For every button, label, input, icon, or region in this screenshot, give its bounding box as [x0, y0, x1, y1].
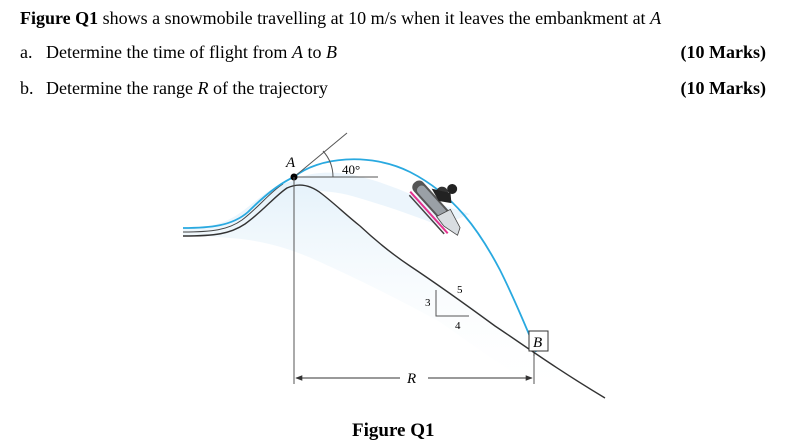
range-label: R: [407, 371, 417, 387]
question-point: B: [325, 42, 337, 62]
question-point: R: [197, 78, 209, 98]
heading-figure-ref: Figure Q1: [20, 8, 99, 28]
question-point: A: [291, 42, 303, 62]
figure-caption: Figure Q1: [352, 420, 435, 441]
question-marks: (10 Marks): [680, 42, 766, 62]
question-letter: b.: [20, 78, 34, 98]
point-b-label: B: [533, 335, 543, 351]
angle-label: 40°: [342, 162, 361, 177]
question-text: to: [302, 42, 326, 62]
slope-run-label: 4: [455, 320, 461, 332]
launch-direction-line: [294, 133, 347, 177]
point-a-label: A: [286, 155, 296, 171]
slope-hyp-label: 5: [457, 284, 463, 296]
question-marks: (10 Marks): [680, 78, 766, 98]
question-text: Determine the range: [46, 78, 198, 98]
question-text: of the trajectory: [208, 78, 328, 98]
heading-point: A: [650, 8, 662, 28]
question-text: Determine the time of flight from: [46, 42, 292, 62]
question-letter: a.: [20, 42, 33, 62]
heading-text: shows a snowmobile travelling at 10 m/s when it leaves the embankment at: [98, 8, 651, 28]
slope-rise-label: 3: [425, 297, 431, 309]
